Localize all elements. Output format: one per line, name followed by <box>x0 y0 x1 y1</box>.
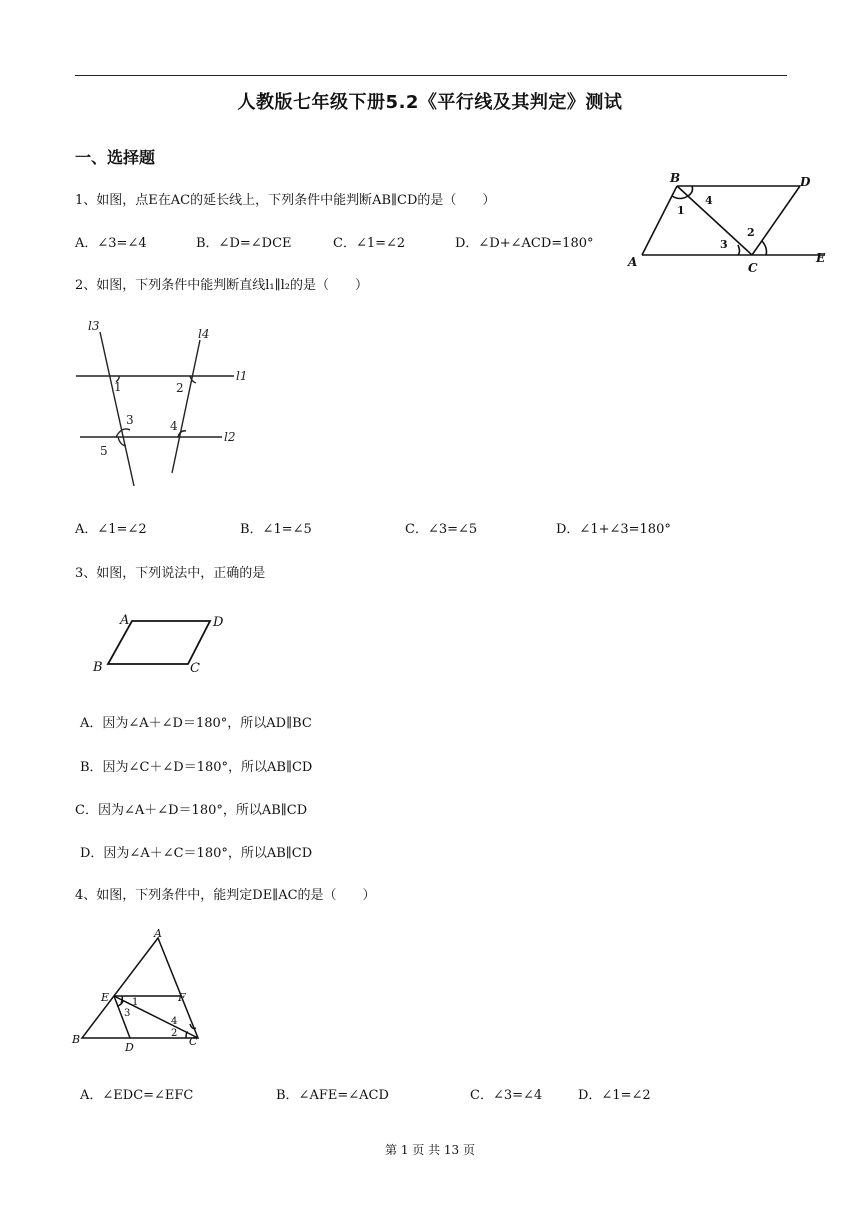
question-2-option-a: A．∠1=∠2 <box>75 522 147 537</box>
question-3-option-d: D．因为∠A＋∠C＝180°，所以AB∥CD <box>80 846 313 861</box>
label-a: A <box>628 255 638 269</box>
angle-label-3: 3 <box>126 413 134 427</box>
label-c: C <box>190 661 200 676</box>
angle-arc-1 <box>672 196 688 199</box>
angle-label-2: 2 <box>171 1028 178 1039</box>
triangle-abc <box>82 938 198 1038</box>
segment-ab <box>642 186 677 255</box>
angle-label-4: 4 <box>705 194 713 207</box>
page-footer: 第 1 页 共 13 页 <box>385 1143 475 1157</box>
question-1-option-a: A．∠3=∠4 <box>75 236 147 251</box>
label-c: C <box>189 1035 198 1048</box>
question-1-option-c: C．∠1=∠2 <box>333 236 406 251</box>
question-4-option-a: A．∠EDC=∠EFC <box>80 1088 194 1103</box>
label-l1: l1 <box>236 369 248 383</box>
angle-label-1: 1 <box>132 997 139 1008</box>
angle-label-4: 4 <box>170 419 178 433</box>
page-title: 人教版七年级下册5.2《平行线及其判定》测试 <box>237 92 623 113</box>
question-2-option-b: B．∠1=∠5 <box>240 522 312 537</box>
question-3-stem: 3、如图，下列说法中，正确的是 <box>75 566 266 581</box>
angle-label-2: 2 <box>747 226 755 239</box>
label-e: E <box>101 991 110 1004</box>
angle-label-1: 1 <box>114 380 122 394</box>
label-c: C <box>748 261 758 275</box>
angle-arc-3 <box>118 1001 123 1006</box>
line-l3 <box>100 332 134 486</box>
question-3-option-b: B．因为∠C＋∠D＝180°，所以AB∥CD <box>80 760 313 775</box>
question-3-figure <box>80 606 240 682</box>
angle-label-5: 5 <box>100 444 108 458</box>
label-b: B <box>93 660 103 675</box>
question-4-option-c: C．∠3=∠4 <box>470 1088 543 1103</box>
label-e: E <box>816 251 826 265</box>
label-f: F <box>178 991 186 1004</box>
label-a: A <box>154 927 162 940</box>
line-l4 <box>172 340 200 473</box>
angle-arc-3 <box>738 245 740 255</box>
question-2-option-c: C．∠3=∠5 <box>405 522 478 537</box>
question-2-stem: 2、如图，下列条件中能判断直线l₁∥l₂的是（ ） <box>75 278 369 293</box>
question-2-option-d: D．∠1+∠3=180° <box>556 522 671 537</box>
angle-label-2: 2 <box>176 381 184 395</box>
label-b: B <box>670 171 681 185</box>
question-3-option-a: A．因为∠A＋∠D＝180°，所以AD∥BC <box>80 716 312 731</box>
label-d: D <box>800 175 811 189</box>
angle-label-3: 3 <box>124 1008 131 1019</box>
label-a: A <box>120 613 130 628</box>
label-l3: l3 <box>88 319 100 333</box>
question-4-stem: 4、如图，下列条件中，能判定DE∥AC的是（ ） <box>75 888 376 903</box>
label-b: B <box>72 1033 81 1046</box>
label-d: D <box>125 1041 134 1054</box>
header-rule <box>75 75 787 76</box>
label-l2: l2 <box>224 430 236 444</box>
question-4-option-d: D．∠1=∠2 <box>578 1088 651 1103</box>
label-l4: l4 <box>198 327 210 341</box>
angle-arc-4 <box>688 186 693 196</box>
question-2-figure <box>72 318 257 490</box>
question-1-option-d: D．∠D+∠ACD=180° <box>455 236 594 251</box>
angle-label-4: 4 <box>171 1016 178 1027</box>
label-d: D <box>213 615 224 630</box>
question-1-stem: 1、如图，点E在AC的延长线上，下列条件中能判断AB∥CD的是（ ） <box>75 193 496 208</box>
angle-label-3: 3 <box>720 238 728 251</box>
question-3-option-c: C．因为∠A＋∠D＝180°，所以AB∥CD <box>75 803 308 818</box>
question-1-option-b: B．∠D=∠DCE <box>196 236 292 251</box>
section-heading: 一、选择题 <box>75 148 156 167</box>
question-4-figure <box>68 924 218 1056</box>
angle-arc-2 <box>762 241 767 255</box>
segment-dc <box>752 186 800 255</box>
question-1-figure <box>620 168 830 278</box>
question-4-option-b: B．∠AFE=∠ACD <box>276 1088 389 1103</box>
angle-label-1: 1 <box>677 204 685 217</box>
